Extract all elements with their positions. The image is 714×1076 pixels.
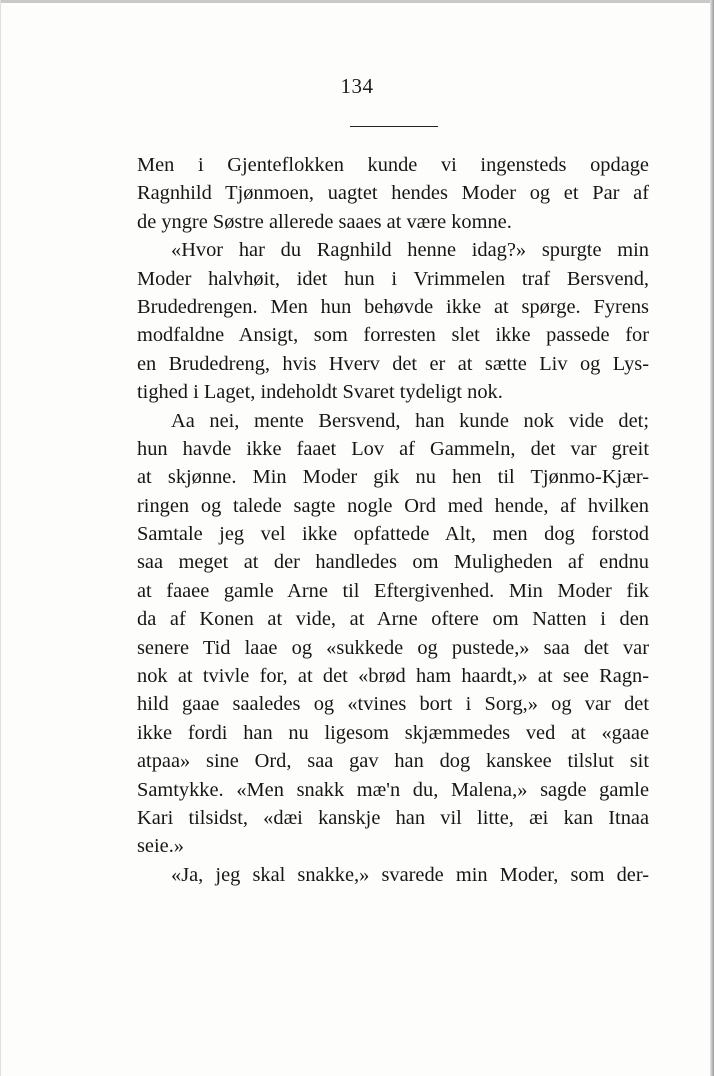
text-line: tighed i Laget, indeholdt Svaret tydeligt nok. <box>137 381 503 404</box>
text-line: senere Tid laae og «sukkede og pustede,» saa det var <box>137 636 649 659</box>
text-line: hun havde ikke faaet Lov af Gammeln, det var greit <box>137 437 649 460</box>
text-line: da af Konen at vide, at Arne oftere om Natten i den <box>137 608 649 631</box>
text-line: ikke fordi han nu ligesom skjæmmedes ved at «gaae <box>137 721 649 744</box>
text-line: nok at tvivle for, at det «brød ham haardt,» at see Ragn- <box>137 665 649 688</box>
text-line: Moder halvhøit, idet hun i Vrimmelen traf Bersvend, <box>137 267 649 290</box>
header-rule <box>350 126 438 127</box>
text-line: Samtale jeg vel ikke opfattede Alt, men dog forstod <box>137 523 649 546</box>
text-line: Men i Gjenteflokken kunde vi ingensteds opdage <box>137 154 649 176</box>
text-line: «Ja, jeg skal snakke,» svarede min Moder, som der- <box>171 863 649 886</box>
page-left-edge <box>0 0 1 1076</box>
body-text <box>137 151 649 889</box>
text-line: Aa nei, mente Bersvend, han kunde nok vide det; <box>171 409 649 432</box>
text-line: at faaee gamle Arne til Eftergivenhed. Min Moder fik <box>137 579 649 602</box>
text-line: Ragnhild Tjønmoen, uagtet hendes Moder og et Par af <box>137 182 649 205</box>
text-line: at skjønne. Min Moder gik nu hen til Tjønmo-Kjær- <box>137 466 649 489</box>
text-line: modfaldne Ansigt, som forresten slet ikke passede for <box>137 324 649 347</box>
text-line: seie.» <box>137 835 184 858</box>
text-line: hild gaae saaledes og «tvines bort i Sorg,» og var det <box>137 693 649 716</box>
page-right-edge <box>710 0 714 1076</box>
text-line: Kari tilsidst, «dæi kanskje han vil litte, æi kan Itnaa <box>137 806 649 829</box>
text-line: en Brudedreng, hvis Hverv det er at sætte Liv og Lys- <box>137 352 649 375</box>
text-line: «Hvor har du Ragnhild henne idag?» spurgte min <box>171 239 649 262</box>
text-line: de yngre Søstre allerede saaes at være komne. <box>137 210 512 233</box>
page-top-edge <box>0 0 714 3</box>
text-line: saa meget at der handledes om Muligheden af endnu <box>137 551 649 574</box>
text-line: Samtykke. «Men snakk mæ'n du, Malena,» sagde gamle <box>137 778 649 801</box>
text-line: atpaa» sine Ord, saa gav han dog kanskee tilslut sit <box>137 750 649 773</box>
text-line: ringen og talede sagte nogle Ord med hende, af hvilken <box>137 494 649 517</box>
page-number: 134 <box>340 74 374 98</box>
text-line: Brudedrengen. Men hun behøvde ikke at spørge. Fyrens <box>137 295 649 318</box>
